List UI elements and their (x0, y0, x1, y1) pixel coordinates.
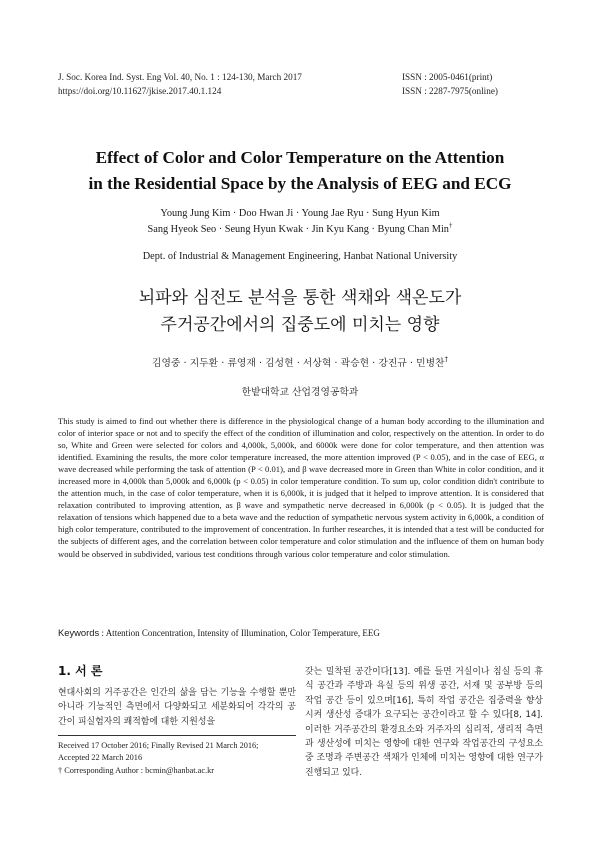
doi-link[interactable]: https://doi.org/10.11627/jkise.2017.40.1.124 (58, 86, 222, 96)
korean-title-line-1: 뇌파와 심전도 분석을 통한 색채와 색온도가 (138, 288, 462, 308)
korean-title-line-2: 주거공간에서의 집중도에 미치는 영향 (160, 315, 440, 335)
section-heading: 1. 서 론 (58, 664, 103, 678)
body-text-right-column: 갖는 밀착된 공간이다[13]. 예를 들면 거실이나 침실 등의 휴식 공간과 주방과 욕실 등의 위생 공간, 서재 및 공부방 등의 작업 공간 등이 있으며[16], 특히 작업 공간은 집중력을 향상시켜 생산성 증대가 요구되는 공간이라고 할 수 있다[8, 14]. 이러한 거주공간의 환경요소와 거주자의 심리적, 생리적 측면과 생산성에 미치는 영향에 대한 연구와 작업공간의 구성요소 중 조명과 주변공간 색채가 인체에 미치는 영향에 대한 연구가 진행되고 있다. (305, 667, 543, 778)
journal-citation: J. Soc. Korea Ind. Syst. Eng Vol. 40, No. 1 : 124-130, March 2017 (58, 72, 302, 82)
korean-author-list (0, 357, 600, 371)
keywords-text: Attention Concentration, Intensity of Illumination, Color Temperature, EEG (105, 628, 380, 638)
issn-online: ISSN : 2287-7975(online) (402, 86, 498, 96)
keywords (58, 626, 380, 640)
korean-affiliation: 한밭대학교 산업경영공학과 (241, 387, 359, 398)
corresponding-author-mark: † (448, 221, 453, 230)
corresponding-author-mark: † (444, 355, 449, 364)
abstract: This study is aimed to find out whether there is difference in the physiological change of a human body according to the illumination and color of interior space or not and to specify the effect of the condition of illumination and color, respectively on the attention. In order to do so, White and Green were selected for colors and 4,000k, 5,000k, and 6000k were done for color temperature, and then attention was identified. Examining the results, the more color temperature increased, the more attention improved (P < 0.05), and in the case of EEG, α wave decreased while performing the task of attention (P < 0.01), and β wave decreased more in Green than White in color condition, and it increased more in 4,000k than 5,000k and 6,000k (p < 0.05) in color temperature condition. To sum up, color condition didn't contribute to the attention much, in the case of color temperature, when it is 6,000k, it is judged that it helped to improve attention. It is considered that relaxation contributed to improving attention, as β wave and sympathetic nerve decreased in 6,000k (p < 0.05). It is judged that the relaxation of tensions which happened due to a beta wave and the reduction of sympathetic nervous system activity in 6,000k, a condition of high color temperature, contributed to the improvement of concentration. In further researches, it is intended that a test will be conducted for the subjects of different ages, and the correlation between color temperature and color stimulation and the influence of them on human body would be observed in subdivided, various test conditions through various color temperature and color stimulation. (58, 416, 544, 559)
accepted-date: Accepted 22 March 2016 (58, 753, 143, 762)
korean-author-names: 김영중 · 지두환 · 류영재 · 김성현 · 서상혁 · 곽승현 · 강진규 · 민병찬 (151, 358, 445, 369)
corresponding-author-note: † Corresponding Author : bcmin@hanbat.ac.kr (58, 766, 215, 775)
footnote-divider (58, 735, 296, 736)
keywords-separator: : (99, 628, 106, 638)
author-list-line-2 (0, 222, 600, 237)
received-date: Received 17 October 2016; Finally Revised 21 March 2016; (58, 741, 259, 750)
issn-print: ISSN : 2005-0461(print) (402, 72, 493, 82)
affiliation: Dept. of Industrial & Management Engineering, Hanbat National University (142, 251, 458, 262)
author-names: Young Jung Kim · Doo Hwan Ji · Young Jae Ryu · Sung Hyun Kim (160, 208, 440, 219)
author-list-line-1 (0, 206, 600, 221)
body-text-left-column: 현대사회의 거주공간은 인간의 삶을 담는 기능을 수행할 뿐만 아니라 기능적인 측면에서 다양화되고 세분화되어 각각의 공간이 피실험자의 쾌적함에 대한 지원성을 (58, 688, 296, 727)
paper-title-line-2: in the Residential Space by the Analysis of EEG and ECG (88, 174, 512, 193)
keywords-label: Keywords (58, 627, 100, 638)
author-names: Sang Hyeok Seo · Seung Hyun Kwak · Jin Kyu Kang · Byung Chan Min (147, 224, 449, 235)
paper-title-line-1: Effect of Color and Color Temperature on the Attention (95, 148, 505, 167)
